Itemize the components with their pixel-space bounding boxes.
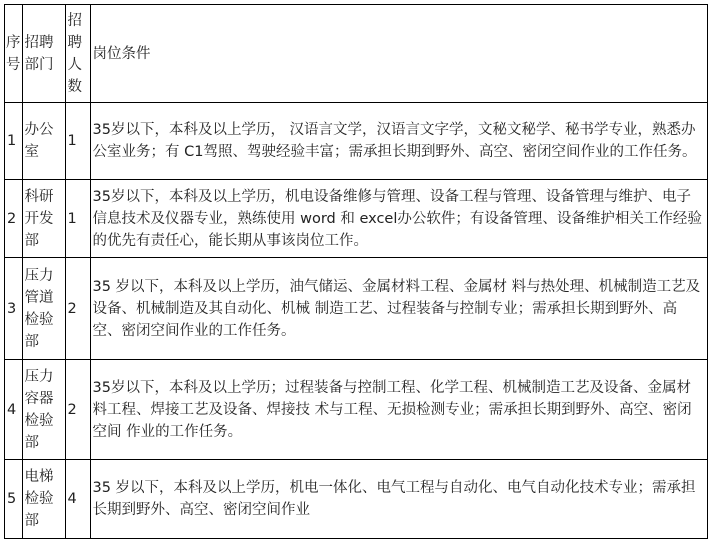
row-seq: 4 — [5, 360, 23, 460]
row-conditions: 35 岁以下，本科及以上学历，油气储运、金属材料工程、金属材 料与热处理、机械制造工艺及设备、机械制造及其自动化、机械 制造工艺、过程装备与控制专业；需承担长期到野外、高空、密闭空间作业的工作任务。 — [90, 258, 707, 360]
table-row — [5, 180, 708, 258]
table-row — [5, 460, 708, 539]
row-conditions: 35岁以下，本科及以上学历， 汉语言文学，汉语言文字学，文秘文秘学、秘书学专业，熟悉办公室业务；有 C1驾照、驾驶经验丰富；需承担长期到野外、高空、密闭空间作业的工作任务。 — [90, 103, 707, 180]
recruitment-table — [4, 4, 708, 539]
row-count: 2 — [65, 258, 90, 360]
row-conditions: 35 岁以下，本科及以上学历，机电一体化、电气工程与自动化、电气自动化技术专业；需承担长期到野外、高空、密闭空间作业 — [90, 460, 707, 539]
row-conditions: 35岁以下，本科及以上学历，机电设备维修与管理、设备工程与管理、设备管理与维护、电子信息技术及仪器专业，熟练使用 word 和 excel办公软件；有设备管理、设备维护相关工作经验的优先有责任心，能长期从事该岗位工作。 — [90, 180, 707, 258]
row-dept: 电梯检验部 — [22, 460, 65, 539]
header-count: 招聘人数 — [65, 5, 90, 103]
row-count: 1 — [65, 180, 90, 258]
row-seq: 3 — [5, 258, 23, 360]
header-conditions: 岗位条件 — [90, 5, 707, 103]
row-dept: 科研开发部 — [22, 180, 65, 258]
row-dept: 压力容器检验部 — [22, 360, 65, 460]
table-header-row — [5, 5, 708, 103]
row-seq: 5 — [5, 460, 23, 539]
row-seq: 1 — [5, 103, 23, 180]
table-row — [5, 258, 708, 360]
row-dept: 压力管道检验部 — [22, 258, 65, 360]
row-dept: 办公室 — [22, 103, 65, 180]
row-conditions: 35岁以下，本科及以上学历；过程装备与控制工程、化学工程、机械制造工艺及设备、金属材料工程、焊接工艺及设备、焊接技 术与工程、无损检测专业；需承担长期到野外、高空、密闭空间 作业的工作任务。 — [90, 360, 707, 460]
row-count: 2 — [65, 360, 90, 460]
row-count: 1 — [65, 103, 90, 180]
row-seq: 2 — [5, 180, 23, 258]
row-count: 4 — [65, 460, 90, 539]
header-seq: 序号 — [5, 5, 23, 103]
table-row — [5, 360, 708, 460]
table-row — [5, 103, 708, 180]
header-dept: 招聘部门 — [22, 5, 65, 103]
